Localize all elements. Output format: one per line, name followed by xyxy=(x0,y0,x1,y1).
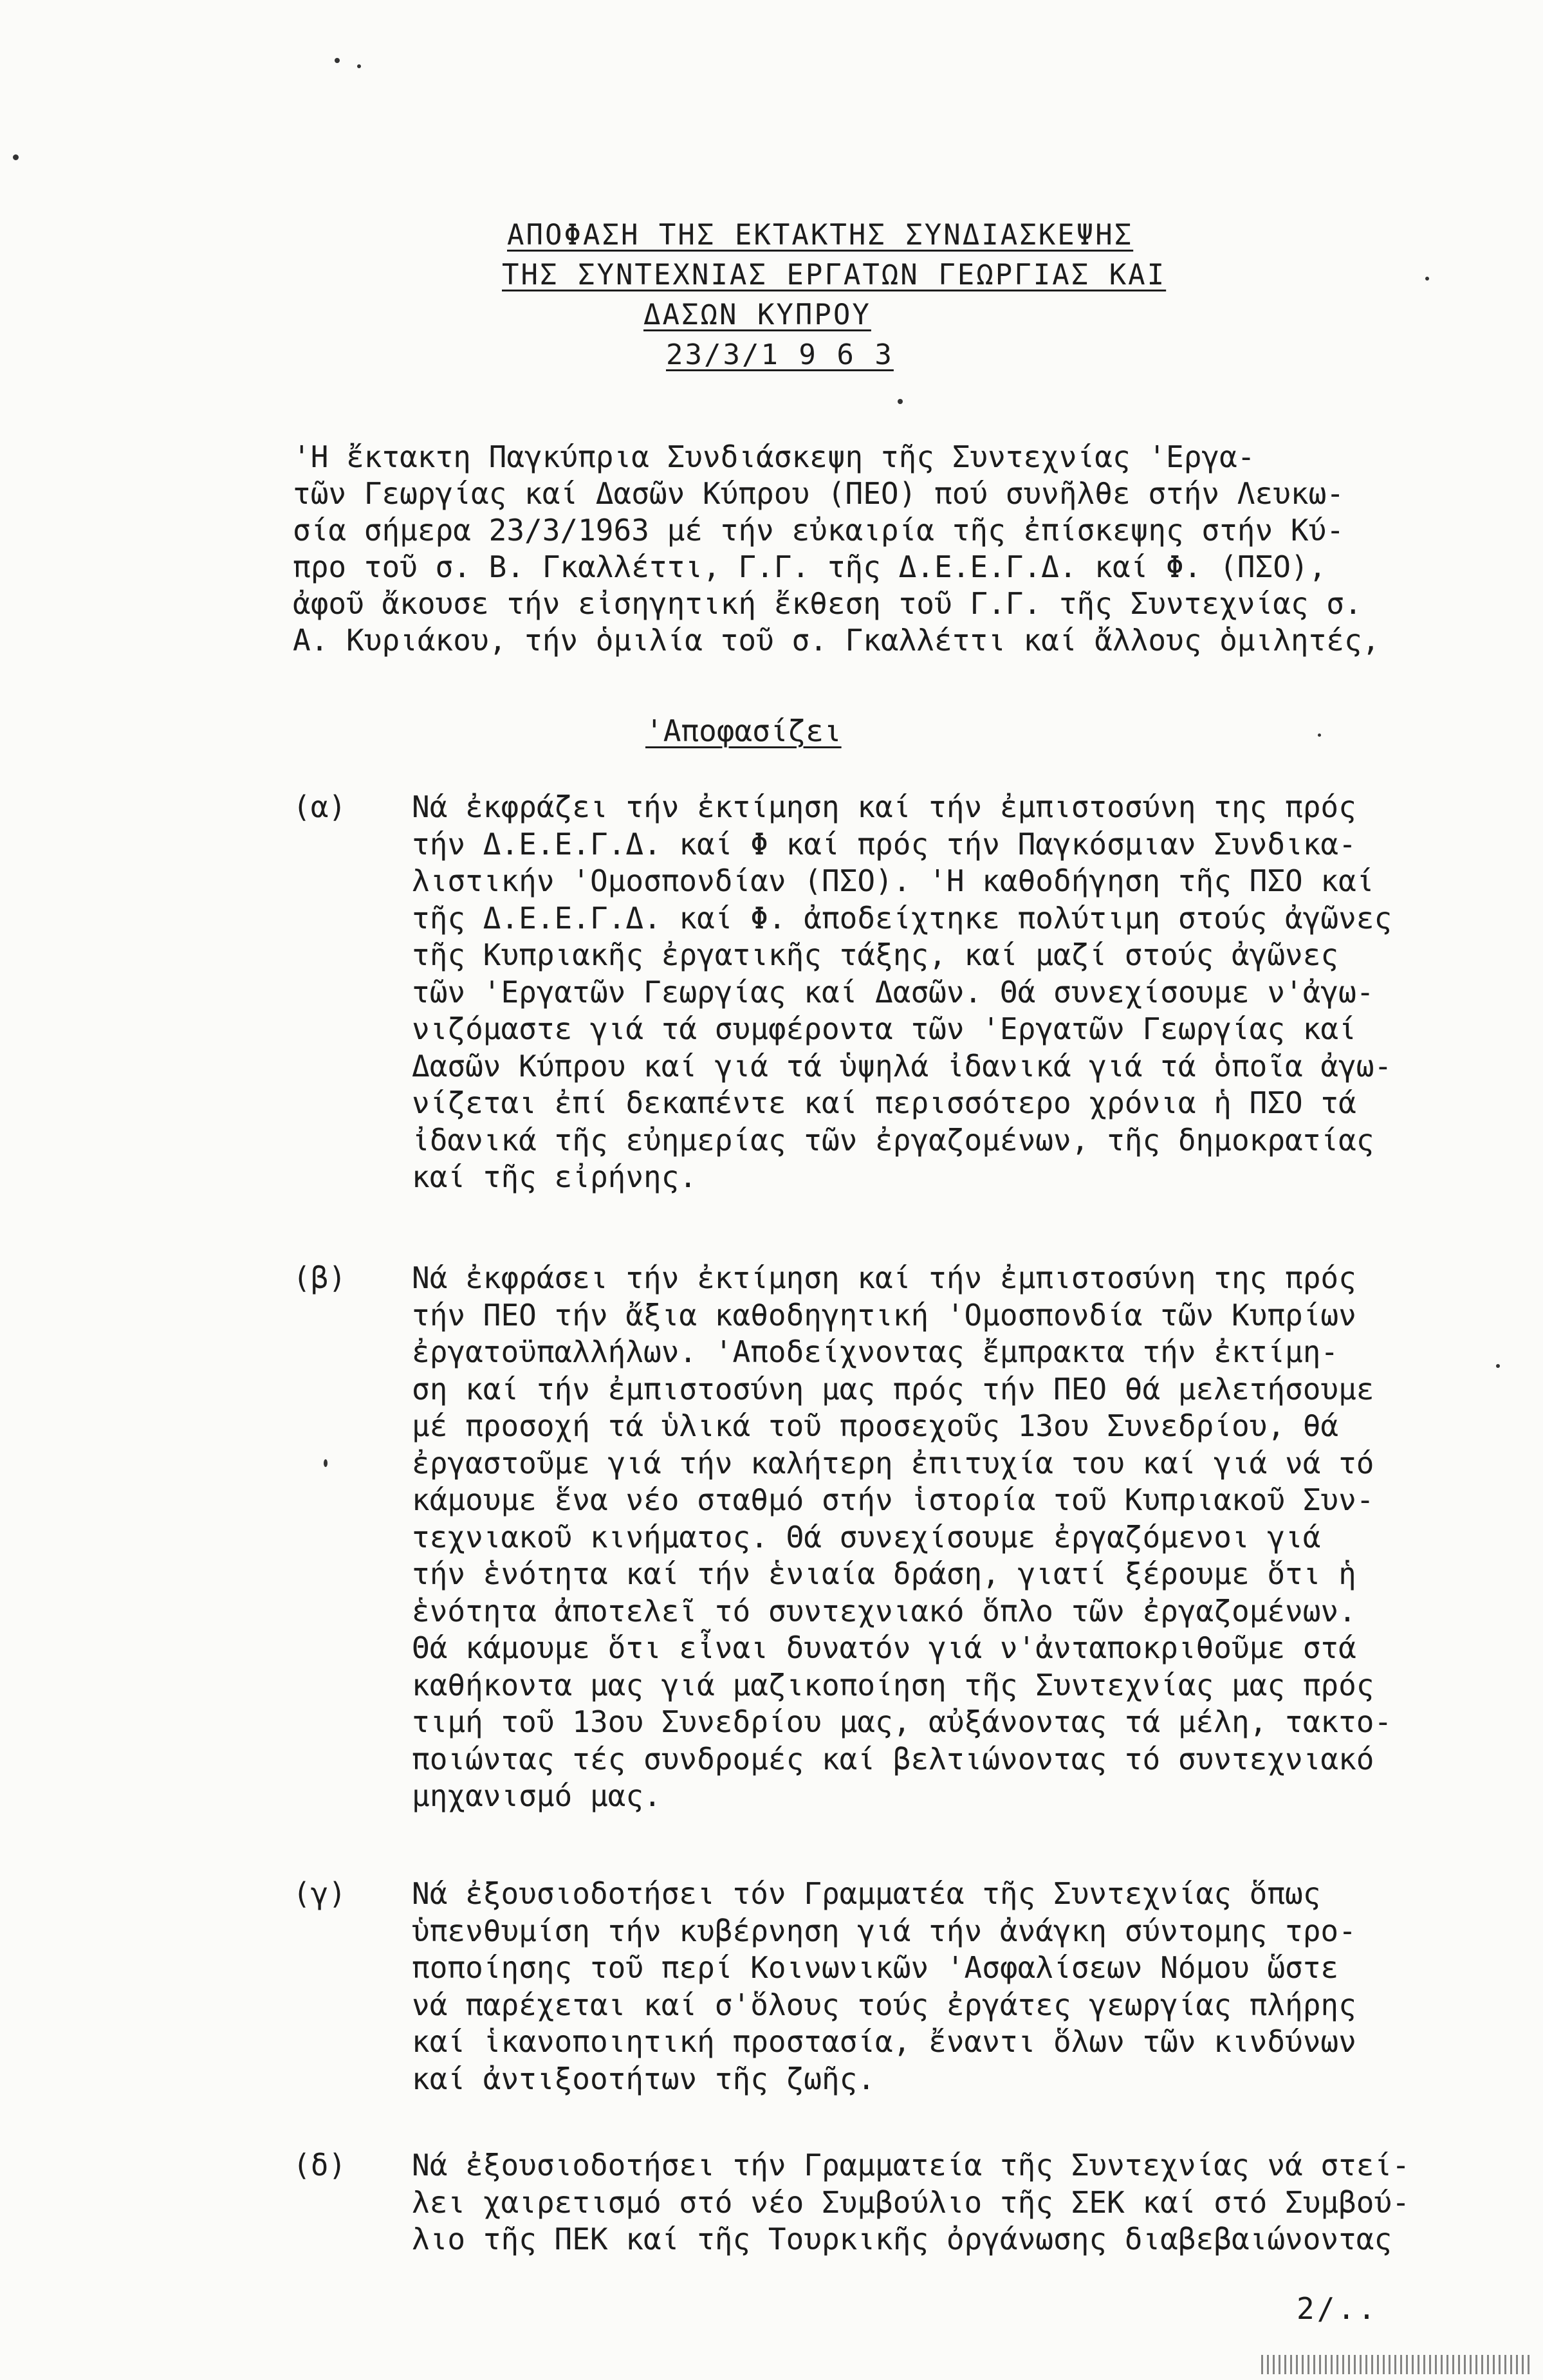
document-title xyxy=(502,216,1210,375)
title-line-3: ΔΑΣΩΝ ΚΥΠΡΟΥ xyxy=(643,299,871,331)
scan-speck xyxy=(1318,733,1321,737)
scan-speck xyxy=(1496,1364,1500,1368)
scan-speck xyxy=(324,1459,328,1467)
scan-speck xyxy=(898,399,903,404)
title-line-1: ΑΠΟΦΑΣΗ ΤΗΣ ΕΚΤΑΚΤΗΣ ΣΥΝΔΙΑΣΚΕΨΗΣ xyxy=(507,219,1134,252)
item-marker: (β) xyxy=(293,1260,347,1295)
title-line-2: ΤΗΣ ΣΥΝΤΕΧΝΙΑΣ ΕΡΓΑΤΩΝ ΓΕΩΡΓΙΑΣ ΚΑΙ xyxy=(502,259,1167,291)
intro-paragraph: 'Η ἔκτακτη Παγκύπρια Συνδιάσκεψη τῆς Συντεχνίας 'Εργα- τῶν Γεωργίας καί Δασῶν Κύπρου (ΠΕΟ) πού συνῆλθε στήν Λευκω- σία σήμερα 23/3/1963 μέ τήν εὐκαιρία τῆς ἐπίσκεψης στήν Κύ- προ τοῦ σ. Β. Γκαλλέττι, Γ.Γ. τῆς Δ.Ε.Ε.Γ.Δ. καί Φ. (ΠΣΟ), ἀφοῦ ἄκουσε τήν εἰσηγητική ἔκθεση τοῦ Γ.Γ. τῆς Συντεχνίας σ. Α. Κυριάκου, τήν ὁμιλία τοῦ σ. Γκαλλέττι καί ἄλλους ὁμιλητές, xyxy=(293,439,1380,658)
page-number: 2/.. xyxy=(1297,2291,1378,2326)
scan-speck xyxy=(357,64,361,68)
item-marker: (γ) xyxy=(293,1876,347,1911)
item-text: Νά ἐξουσιοδοτήσει τόν Γραμματέα τῆς Συντεχνίας ὅπως ὑπενθυμίση τήν κυβέρνηση γιά τήν ἀνάγκη σύντομης τρο- ποποίησης τοῦ περί Κοινωνικῶν 'Ασφαλίσεων Νόμου ὥστε νά παρέχεται καί σ'ὅλους τούς ἐργάτες γεωργίας πλήρης καί ἱκανοποιητική προστασία, ἔναντι ὅλων τῶν κινδύνων καί ἀντιξοοτήτων τῆς ζωῆς. xyxy=(412,1876,1356,2096)
decides-heading: 'Αποφασίζει xyxy=(645,714,842,748)
scan-edge-noise xyxy=(1261,2355,1531,2374)
scan-speck xyxy=(335,58,340,63)
item-text: Νά ἐξουσιοδοτήσει τήν Γραμματεία τῆς Συντεχνίας νά στεί- λει χαιρετισμό στό νέο Συμβούλιο τῆς ΣΕΚ καί στό Συμβού- λιο τῆς ΠΕΚ καί τῆς Τουρκικῆς ὀργάνωσης διαβεβαιώνοντας xyxy=(412,2148,1410,2256)
item-text: Νά ἐκφράζει τήν ἐκτίμηση καί τήν ἐμπιστοσύνη της πρός τήν Δ.Ε.Ε.Γ.Δ. καί Φ καί πρός τήν Παγκόσμιαν Συνδικα- λιστικήν 'Ομοσπονδίαν (ΠΣΟ). 'Η καθοδήγηση τῆς ΠΣΟ καί τῆς Δ.Ε.Ε.Γ.Δ. καί Φ. ἀποδείχτηκε πολύτιμη στούς ἀγῶνες τῆς Κυπριακῆς ἐργατικῆς τάξης, καί μαζί στούς ἀγῶνες τῶν 'Εργατῶν Γεωργίας καί Δασῶν. Θά συνεχίσουμε ν'ἀγω- νιζόμαστε γιά τά συμφέροντα τῶν 'Εργατῶν Γεωργίας καί Δασῶν Κύπρου καί γιά τά ὑψηλά ἰδανικά γιά τά ὁποῖα ἀγω- νίζεται ἐπί δεκαπέντε καί περισσότερο χρόνια ἡ ΠΣΟ τά ἰδανικά τῆς εὐημερίας τῶν ἐργαζομένων, τῆς δημοκρατίας καί τῆς εἰρήνης. xyxy=(412,789,1392,1194)
item-marker: (α) xyxy=(293,789,347,824)
item-text: Νά ἐκφράσει τήν ἐκτίμηση καί τήν ἐμπιστοσύνη της πρός τήν ΠΕΟ τήν ἄξια καθοδηγητική 'Ομοσπονδία τῶν Κυπρίων ἐργατοϋπαλλήλων. 'Αποδείχνοντας ἔμπρακτα τήν ἐκτίμη- ση καί τήν ἐμπιστοσύνη μας πρός τήν ΠΕΟ θά μελετήσουμε μέ προσοχή τά ὑλικά τοῦ προσεχοῦς 13ου Συνεδρίου, θά ἐργαστοῦμε γιά τήν καλήτερη ἐπιτυχία του καί γιά νά τό κάμουμε ἕνα νέο σταθμό στήν ἱστορία τοῦ Κυπριακοῦ Συν- τεχνιακοῦ κινήματος. Θά συνεχίσουμε ἐργαζόμενοι γιά τήν ἑνότητα καί τήν ἑνιαία δράση, γιατί ξέρουμε ὅτι ἡ ἑνότητα ἀποτελεῖ τό συντεχνιακό ὅπλο τῶν ἐργαζομένων. Θά κάμουμε ὅτι εἶναι δυνατόν γιά ν'ἀνταποκριθοῦμε στά καθήκοντα μας γιά μαζικοποίηση τῆς Συντεχνίας μας πρός τιμή τοῦ 13ου Συνεδρίου μας, αὐξάνοντας τά μέλη, τακτο- ποιώντας τές συνδρομές καί βελτιώνοντας τό συντεχνιακό μηχανισμό μας. xyxy=(412,1260,1392,1813)
title-date: 23/3/1 9 6 3 xyxy=(666,338,894,371)
item-marker: (δ) xyxy=(293,2148,347,2182)
scan-speck xyxy=(1425,277,1429,281)
scan-speck xyxy=(13,154,19,160)
